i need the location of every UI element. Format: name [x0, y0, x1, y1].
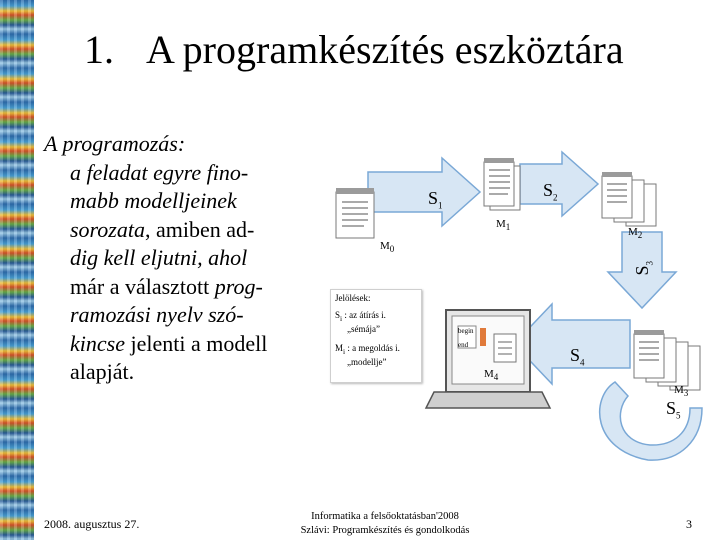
- decorative-side-strip: [0, 0, 34, 540]
- screen-text-end: end: [458, 341, 469, 349]
- screen-text-begin: begin: [458, 327, 474, 335]
- footer-center-line-2: Szlávi: Programkészítés és gondolkodás: [300, 525, 470, 536]
- body-line-3a: sorozata: [70, 216, 145, 242]
- label-m1: $M_1$: [496, 218, 511, 233]
- body-line-4: dig kell eljutni, ahol: [70, 245, 248, 270]
- document-icon-m0: [336, 188, 374, 238]
- body-line-7: [70, 330, 334, 359]
- footer-center-line-1: Informatika a felsőoktatásban'2008: [311, 511, 459, 522]
- label-s5: $S_5$: [666, 398, 681, 421]
- arrow-s2: [520, 152, 598, 216]
- footer-page-number: 3: [686, 517, 692, 531]
- legend-title: Jelölések:: [335, 293, 371, 303]
- title-number: 1.: [84, 27, 114, 72]
- body-line-7a: kincse: [70, 330, 125, 356]
- label-m0: $M_0$: [380, 240, 395, 255]
- body-line-3b: , amiben ad-: [144, 216, 255, 242]
- laptop-screen-text: [458, 327, 474, 349]
- label-m4: $M_4$: [484, 368, 499, 383]
- body-lead: A programozás:: [44, 131, 186, 156]
- slide-title: [84, 26, 704, 73]
- body-line-5a: már a választott: [70, 273, 215, 299]
- body-line-7b: jelenti a modell: [124, 330, 268, 356]
- legend-row-1: $S_i$ : az átírás i.: [335, 310, 386, 323]
- legend-box: [330, 289, 422, 383]
- label-m2: $M_2$: [628, 226, 643, 241]
- label-m3: $M_3$: [674, 384, 689, 399]
- body-line-5b: prog-: [214, 273, 263, 299]
- legend-row-2: „sémája”: [347, 323, 380, 334]
- footer-center: [280, 510, 490, 538]
- body-line-2: mabb modelljeinek: [70, 188, 237, 213]
- document-icon-m1: [484, 158, 520, 210]
- footer-date: 2008. augusztus 27.: [44, 517, 140, 531]
- body-line-6: ramozási nyelv szó-: [70, 302, 244, 327]
- title-text: A programkészítés eszköztára: [146, 27, 624, 72]
- document-icon-m3: [634, 330, 700, 390]
- body-line-1: a feladat egyre fino-: [70, 159, 249, 185]
- body-line-5: [70, 273, 334, 302]
- slide-body: [44, 130, 334, 387]
- label-s2: $S_2$: [543, 180, 558, 203]
- legend-row-3: $M_i$ : a megoldás i.: [335, 342, 400, 356]
- label-s4: $S_4$: [570, 345, 585, 368]
- body-line-8: alapját.: [70, 359, 135, 384]
- arrow-s1: [368, 158, 480, 226]
- legend-row-4: „modellje”: [347, 356, 387, 367]
- arrow-s4: [514, 304, 630, 384]
- label-s1: $S_1$: [428, 188, 443, 211]
- label-s3: $S_3$: [631, 261, 655, 276]
- document-icon-m2: [602, 172, 656, 226]
- body-line-3: [70, 216, 334, 245]
